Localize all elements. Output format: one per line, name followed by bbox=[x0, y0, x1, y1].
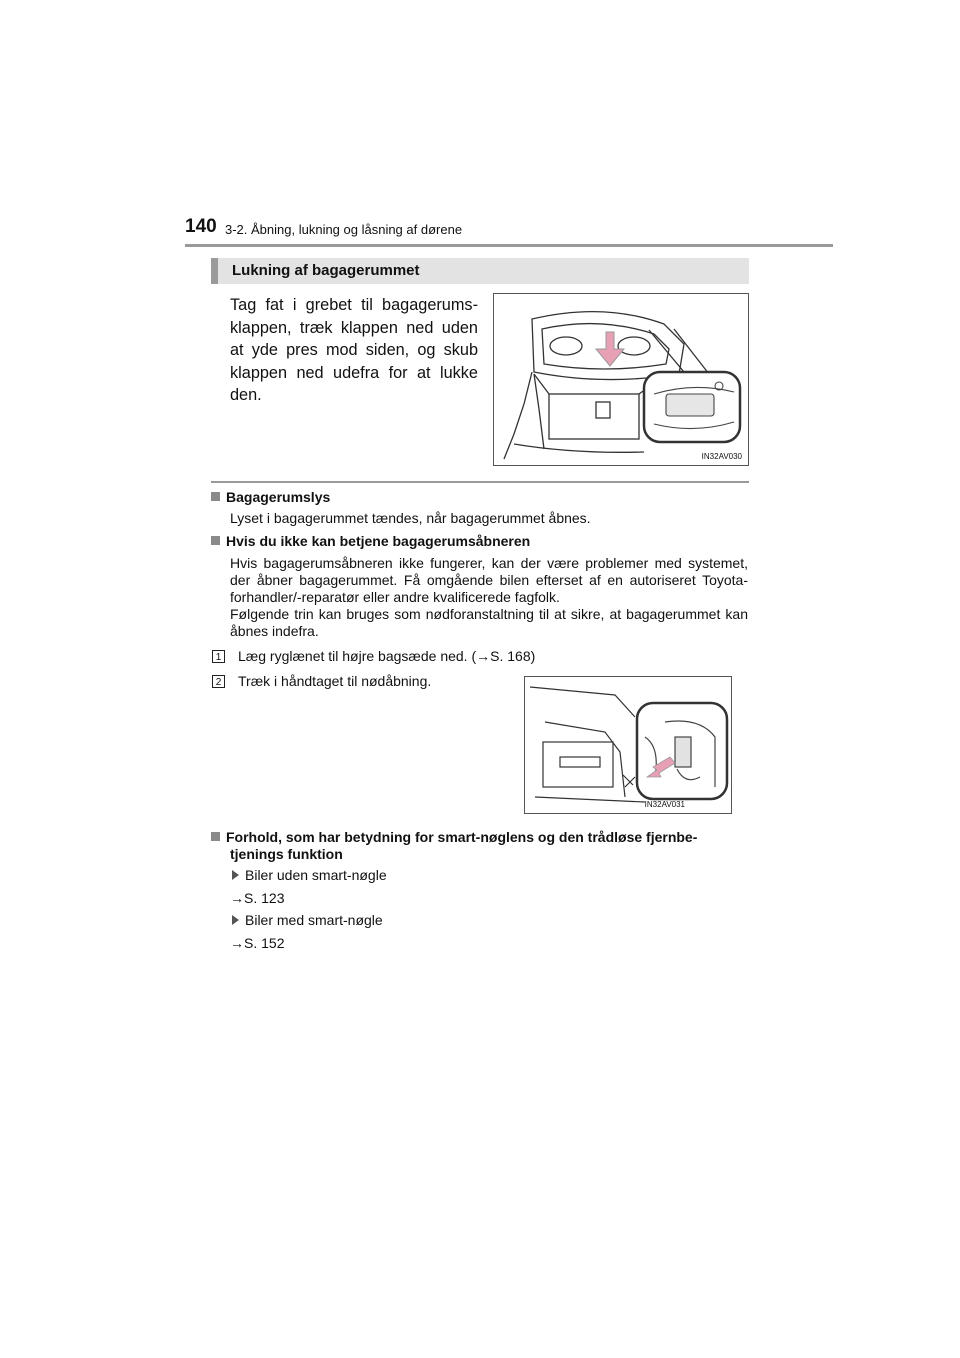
list-item-label: Biler med smart-nøgle bbox=[245, 912, 383, 928]
list-item-label: Biler uden smart-nøgle bbox=[245, 867, 387, 883]
section-divider bbox=[211, 481, 749, 483]
note-title: Forhold, som har betydning for smart-nøglens og den trådløse fjernbe- bbox=[226, 829, 698, 845]
emergency-handle-illustration bbox=[524, 676, 732, 814]
step-number-2: 2 bbox=[212, 675, 225, 688]
step-text-2: Træk i håndtaget til nødåbning. bbox=[238, 673, 432, 689]
note-heading-smart-key-cont: tjenings funktion bbox=[230, 846, 343, 862]
section-title: Lukning af bagagerummet bbox=[232, 262, 420, 279]
section-heading bbox=[211, 258, 749, 284]
step-text-1: Læg ryglænet til højre bagsæde ned. (→S. 168) bbox=[238, 648, 536, 664]
triangle-bullet-icon bbox=[232, 870, 239, 880]
page-number: 140 bbox=[185, 216, 217, 237]
trunk-closing-illustration bbox=[493, 293, 749, 466]
bullet-square-icon bbox=[211, 832, 220, 841]
bullet-square-icon bbox=[211, 492, 220, 501]
note-heading-trunk-light bbox=[211, 489, 330, 505]
handle-drawing bbox=[525, 677, 731, 813]
step-number-1: 1 bbox=[212, 650, 225, 663]
trunk-drawing bbox=[494, 294, 748, 465]
note-text-opener: Hvis bagagerumsåbneren ikke fungerer, kan der være problemer med systemet, der åbner bagagerummet. Få omgående bilen efterset af en autoriseret Toyota-forhandler/-reparatør eller andre kvalificerede fagfolk. bbox=[230, 555, 748, 605]
list-item-with-smart-key bbox=[232, 912, 383, 929]
note-heading-smart-key bbox=[211, 829, 749, 846]
note-heading-opener bbox=[211, 533, 530, 549]
note-title: Hvis du ikke kan betjene bagagerumsåbneren bbox=[226, 533, 531, 549]
figure-code: IN32AV030 bbox=[701, 452, 742, 461]
intro-text: Tag fat i grebet til bagagerums-klappen, træk klappen ned uden at yde pres mod siden, og skub klappen ned udefra for at lukke den. bbox=[230, 296, 478, 405]
push-arrow-icon bbox=[596, 332, 624, 366]
note-text-emergency: Følgende trin kan bruges som nødforanstaltning til at sikre, at bagagerummet kan åbnes indefra. bbox=[230, 606, 748, 639]
list-item-without-smart-key bbox=[232, 867, 387, 884]
chapter-title: 3-2. Åbning, lukning og låsning af dørene bbox=[225, 222, 463, 237]
triangle-bullet-icon bbox=[232, 915, 239, 925]
figure-code: IN32AV031 bbox=[644, 800, 685, 809]
note-text-trunk-light: Lyset i bagagerummet tændes, når bagagerummet åbnes. bbox=[230, 510, 591, 526]
ref-link-s152[interactable]: →S. 152 bbox=[230, 935, 285, 951]
note-title: Bagagerumslys bbox=[226, 489, 331, 505]
ref-link-s123[interactable]: →S. 123 bbox=[230, 890, 285, 906]
header-rule bbox=[185, 244, 833, 247]
bullet-square-icon bbox=[211, 536, 220, 545]
